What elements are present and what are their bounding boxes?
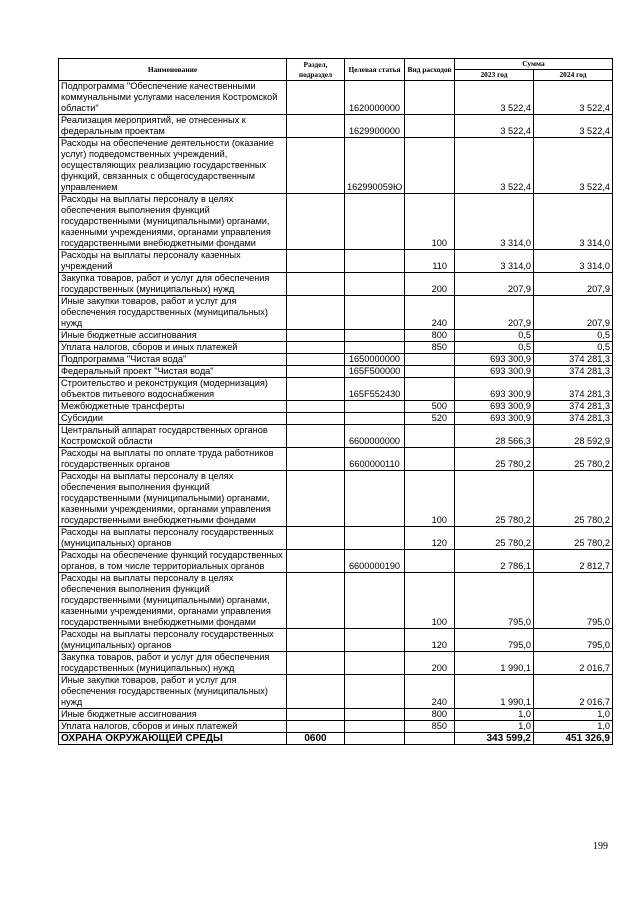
cell-target [345, 675, 405, 709]
table-row [59, 296, 613, 330]
cell-y2024: 1,0 [534, 721, 613, 733]
cell-section [287, 138, 345, 194]
table-row [59, 675, 613, 709]
cell-name: Уплата налогов, сборов и иных платежей [59, 342, 287, 354]
cell-target [345, 342, 405, 354]
cell-type: 100 [405, 471, 455, 527]
table-row [59, 354, 613, 366]
cell-target: 162990059Ю [345, 138, 405, 194]
cell-y2024: 374 281,3 [534, 354, 613, 366]
table-row [59, 115, 613, 138]
cell-name: Расходы на выплаты по оплате труда работников государственных органов [59, 448, 287, 471]
cell-name: Строительство и реконструкция (модернизация) объектов питьевого водоснабжения [59, 378, 287, 401]
header-2023: 2023 год [455, 70, 534, 81]
cell-name: Центральный аппарат государственных органов Костромской области [59, 425, 287, 448]
cell-type [405, 448, 455, 471]
cell-name: Межбюджетные трансферты [59, 401, 287, 413]
cell-name: Расходы на выплаты персоналу в целях обеспечения выполнения функций государственными (муниципальными) органами, казенными учреждениями, органами управления государственными внебюджетными фондами [59, 573, 287, 629]
table-row [59, 330, 613, 342]
cell-target: 165F500000 [345, 366, 405, 378]
cell-target: 6600000190 [345, 550, 405, 573]
cell-name: Иные бюджетные ассигнования [59, 709, 287, 721]
cell-type: 240 [405, 675, 455, 709]
table-row [59, 401, 613, 413]
cell-name: Иные бюджетные ассигнования [59, 330, 287, 342]
cell-y2024: 207,9 [534, 296, 613, 330]
cell-section [287, 330, 345, 342]
table-row [59, 250, 613, 273]
cell-section: 0600 [287, 733, 345, 745]
header-sum: Сумма [455, 59, 613, 70]
cell-section [287, 675, 345, 709]
cell-type [405, 378, 455, 401]
cell-y2024: 374 281,3 [534, 413, 613, 425]
cell-section [287, 550, 345, 573]
cell-name: Расходы на выплаты персоналу в целях обеспечения выполнения функций государственными (муниципальными) органами, казенными учреждениями, органами управления государственными внебюджетными фондами [59, 471, 287, 527]
table-body [59, 81, 613, 745]
cell-type: 100 [405, 194, 455, 250]
cell-y2024: 1,0 [534, 709, 613, 721]
table-row [59, 413, 613, 425]
cell-target [345, 733, 405, 745]
cell-y2023: 1 990,1 [455, 652, 534, 675]
cell-section [287, 194, 345, 250]
cell-name: Расходы на обеспечение функций государственных органов, в том числе территориальных органов [59, 550, 287, 573]
cell-target [345, 194, 405, 250]
cell-type [405, 81, 455, 115]
table-row [59, 194, 613, 250]
table-row [59, 471, 613, 527]
cell-y2023: 207,9 [455, 273, 534, 296]
table-row [59, 721, 613, 733]
header-2024: 2024 год [534, 70, 613, 81]
cell-name: Федеральный проект "Чистая вода" [59, 366, 287, 378]
cell-y2023: 3 522,4 [455, 81, 534, 115]
header-section: Раздел, подраздел [287, 59, 345, 81]
cell-y2023: 207,9 [455, 296, 534, 330]
cell-target [345, 250, 405, 273]
cell-section [287, 425, 345, 448]
cell-section [287, 709, 345, 721]
cell-target: 1650000000 [345, 354, 405, 366]
cell-section [287, 573, 345, 629]
cell-type: 850 [405, 342, 455, 354]
cell-y2023: 3 522,4 [455, 115, 534, 138]
cell-type [405, 366, 455, 378]
cell-y2024: 3 522,4 [534, 115, 613, 138]
cell-name: Расходы на выплаты персоналу казенных учреждений [59, 250, 287, 273]
cell-type: 520 [405, 413, 455, 425]
cell-y2024: 25 780,2 [534, 471, 613, 527]
cell-y2023: 795,0 [455, 573, 534, 629]
cell-target [345, 471, 405, 527]
table-row [59, 573, 613, 629]
cell-y2024: 3 314,0 [534, 194, 613, 250]
table-row [59, 425, 613, 448]
cell-name: Подпрограмма "Обеспечение качественными коммунальными услугами населения Костромской области" [59, 81, 287, 115]
cell-y2023: 3 522,4 [455, 138, 534, 194]
table-row [59, 527, 613, 550]
cell-type: 800 [405, 330, 455, 342]
cell-y2024: 374 281,3 [534, 378, 613, 401]
table-row [59, 138, 613, 194]
cell-type: 200 [405, 273, 455, 296]
cell-target [345, 401, 405, 413]
cell-y2023: 693 300,9 [455, 378, 534, 401]
cell-y2023: 0,5 [455, 342, 534, 354]
table-row [59, 652, 613, 675]
cell-type: 120 [405, 629, 455, 652]
cell-y2023: 2 786,1 [455, 550, 534, 573]
cell-y2024: 2 812,7 [534, 550, 613, 573]
cell-y2023: 25 780,2 [455, 527, 534, 550]
cell-y2023: 1,0 [455, 721, 534, 733]
cell-section [287, 378, 345, 401]
cell-section [287, 81, 345, 115]
table-row [59, 629, 613, 652]
header-target: Целевая статья [345, 59, 405, 81]
cell-target [345, 527, 405, 550]
cell-section [287, 652, 345, 675]
cell-target [345, 709, 405, 721]
cell-y2024: 2 016,7 [534, 652, 613, 675]
cell-name: Уплата налогов, сборов и иных платежей [59, 721, 287, 733]
table-row [59, 448, 613, 471]
cell-section [287, 354, 345, 366]
table-row [59, 550, 613, 573]
cell-target [345, 652, 405, 675]
cell-section [287, 366, 345, 378]
cell-y2023: 25 780,2 [455, 471, 534, 527]
cell-section [287, 273, 345, 296]
cell-y2023: 3 314,0 [455, 250, 534, 273]
cell-type: 110 [405, 250, 455, 273]
cell-y2024: 28 592,9 [534, 425, 613, 448]
cell-name: Подпрограмма "Чистая вода" [59, 354, 287, 366]
cell-y2024: 374 281,3 [534, 366, 613, 378]
cell-name: Иные закупки товаров, работ и услуг для обеспечения государственных (муниципальных) нужд [59, 675, 287, 709]
cell-target [345, 721, 405, 733]
cell-type [405, 550, 455, 573]
cell-type: 800 [405, 709, 455, 721]
cell-type [405, 115, 455, 138]
cell-type: 850 [405, 721, 455, 733]
cell-y2024: 3 522,4 [534, 81, 613, 115]
cell-name: Закупка товаров, работ и услуг для обеспечения государственных (муниципальных) нужд [59, 652, 287, 675]
cell-section [287, 296, 345, 330]
cell-y2023: 343 599,2 [455, 733, 534, 745]
header-type: Вид расходов [405, 59, 455, 81]
cell-section [287, 115, 345, 138]
cell-y2023: 1,0 [455, 709, 534, 721]
cell-section [287, 721, 345, 733]
cell-type: 120 [405, 527, 455, 550]
cell-y2024: 374 281,3 [534, 401, 613, 413]
table-row [59, 709, 613, 721]
cell-y2024: 795,0 [534, 573, 613, 629]
cell-target: 165F552430 [345, 378, 405, 401]
cell-name: Расходы на обеспечение деятельности (оказание услуг) подведомственных учреждений, осуществляющих реализацию государственных функций, связанных с общегосударственным управлением [59, 138, 287, 194]
cell-y2023: 1 990,1 [455, 675, 534, 709]
cell-section [287, 471, 345, 527]
cell-y2023: 795,0 [455, 629, 534, 652]
cell-type [405, 138, 455, 194]
budget-table [58, 58, 613, 745]
cell-y2024: 0,5 [534, 342, 613, 354]
cell-y2023: 693 300,9 [455, 366, 534, 378]
cell-y2023: 25 780,2 [455, 448, 534, 471]
cell-name: Субсидии [59, 413, 287, 425]
cell-target [345, 573, 405, 629]
cell-y2024: 25 780,2 [534, 448, 613, 471]
cell-section [287, 527, 345, 550]
cell-target: 6600000000 [345, 425, 405, 448]
cell-y2024: 3 314,0 [534, 250, 613, 273]
cell-type [405, 354, 455, 366]
table-row [59, 81, 613, 115]
cell-y2024: 207,9 [534, 273, 613, 296]
cell-target [345, 296, 405, 330]
cell-section [287, 448, 345, 471]
cell-y2024: 795,0 [534, 629, 613, 652]
cell-name: Расходы на выплаты персоналу государственных (муниципальных) органов [59, 629, 287, 652]
cell-section [287, 413, 345, 425]
page-number: 199 [593, 841, 608, 852]
header-name: Наименование [59, 59, 287, 81]
cell-type: 240 [405, 296, 455, 330]
cell-target [345, 413, 405, 425]
table-row [59, 342, 613, 354]
table-row [59, 378, 613, 401]
cell-y2024: 25 780,2 [534, 527, 613, 550]
cell-section [287, 401, 345, 413]
cell-y2024: 0,5 [534, 330, 613, 342]
cell-target [345, 273, 405, 296]
cell-target [345, 330, 405, 342]
cell-type: 100 [405, 573, 455, 629]
cell-type [405, 425, 455, 448]
cell-target: 1620000000 [345, 81, 405, 115]
table-row [59, 273, 613, 296]
cell-y2024: 451 326,9 [534, 733, 613, 745]
cell-type: 200 [405, 652, 455, 675]
cell-target: 1629900000 [345, 115, 405, 138]
cell-section [287, 629, 345, 652]
cell-y2023: 693 300,9 [455, 354, 534, 366]
cell-name: Иные закупки товаров, работ и услуг для обеспечения государственных (муниципальных) нужд [59, 296, 287, 330]
cell-target: 6600000110 [345, 448, 405, 471]
cell-type [405, 733, 455, 745]
cell-y2024: 3 522,4 [534, 138, 613, 194]
cell-y2023: 0,5 [455, 330, 534, 342]
cell-y2023: 3 314,0 [455, 194, 534, 250]
cell-name: ОХРАНА ОКРУЖАЮЩЕЙ СРЕДЫ [59, 733, 287, 745]
cell-y2024: 2 016,7 [534, 675, 613, 709]
cell-name: Закупка товаров, работ и услуг для обеспечения государственных (муниципальных) нужд [59, 273, 287, 296]
cell-name: Реализация мероприятий, не отнесенных к федеральным проектам [59, 115, 287, 138]
cell-type: 500 [405, 401, 455, 413]
cell-section [287, 342, 345, 354]
cell-y2023: 693 300,9 [455, 413, 534, 425]
cell-y2023: 693 300,9 [455, 401, 534, 413]
cell-section [287, 250, 345, 273]
table-row [59, 366, 613, 378]
cell-name: Расходы на выплаты персоналу в целях обеспечения выполнения функций государственными (муниципальными) органами, казенными учреждениями, органами управления государственными внебюджетными фондами [59, 194, 287, 250]
total-row [59, 733, 613, 745]
cell-name: Расходы на выплаты персоналу государственных (муниципальных) органов [59, 527, 287, 550]
cell-y2023: 28 566,3 [455, 425, 534, 448]
cell-target [345, 629, 405, 652]
